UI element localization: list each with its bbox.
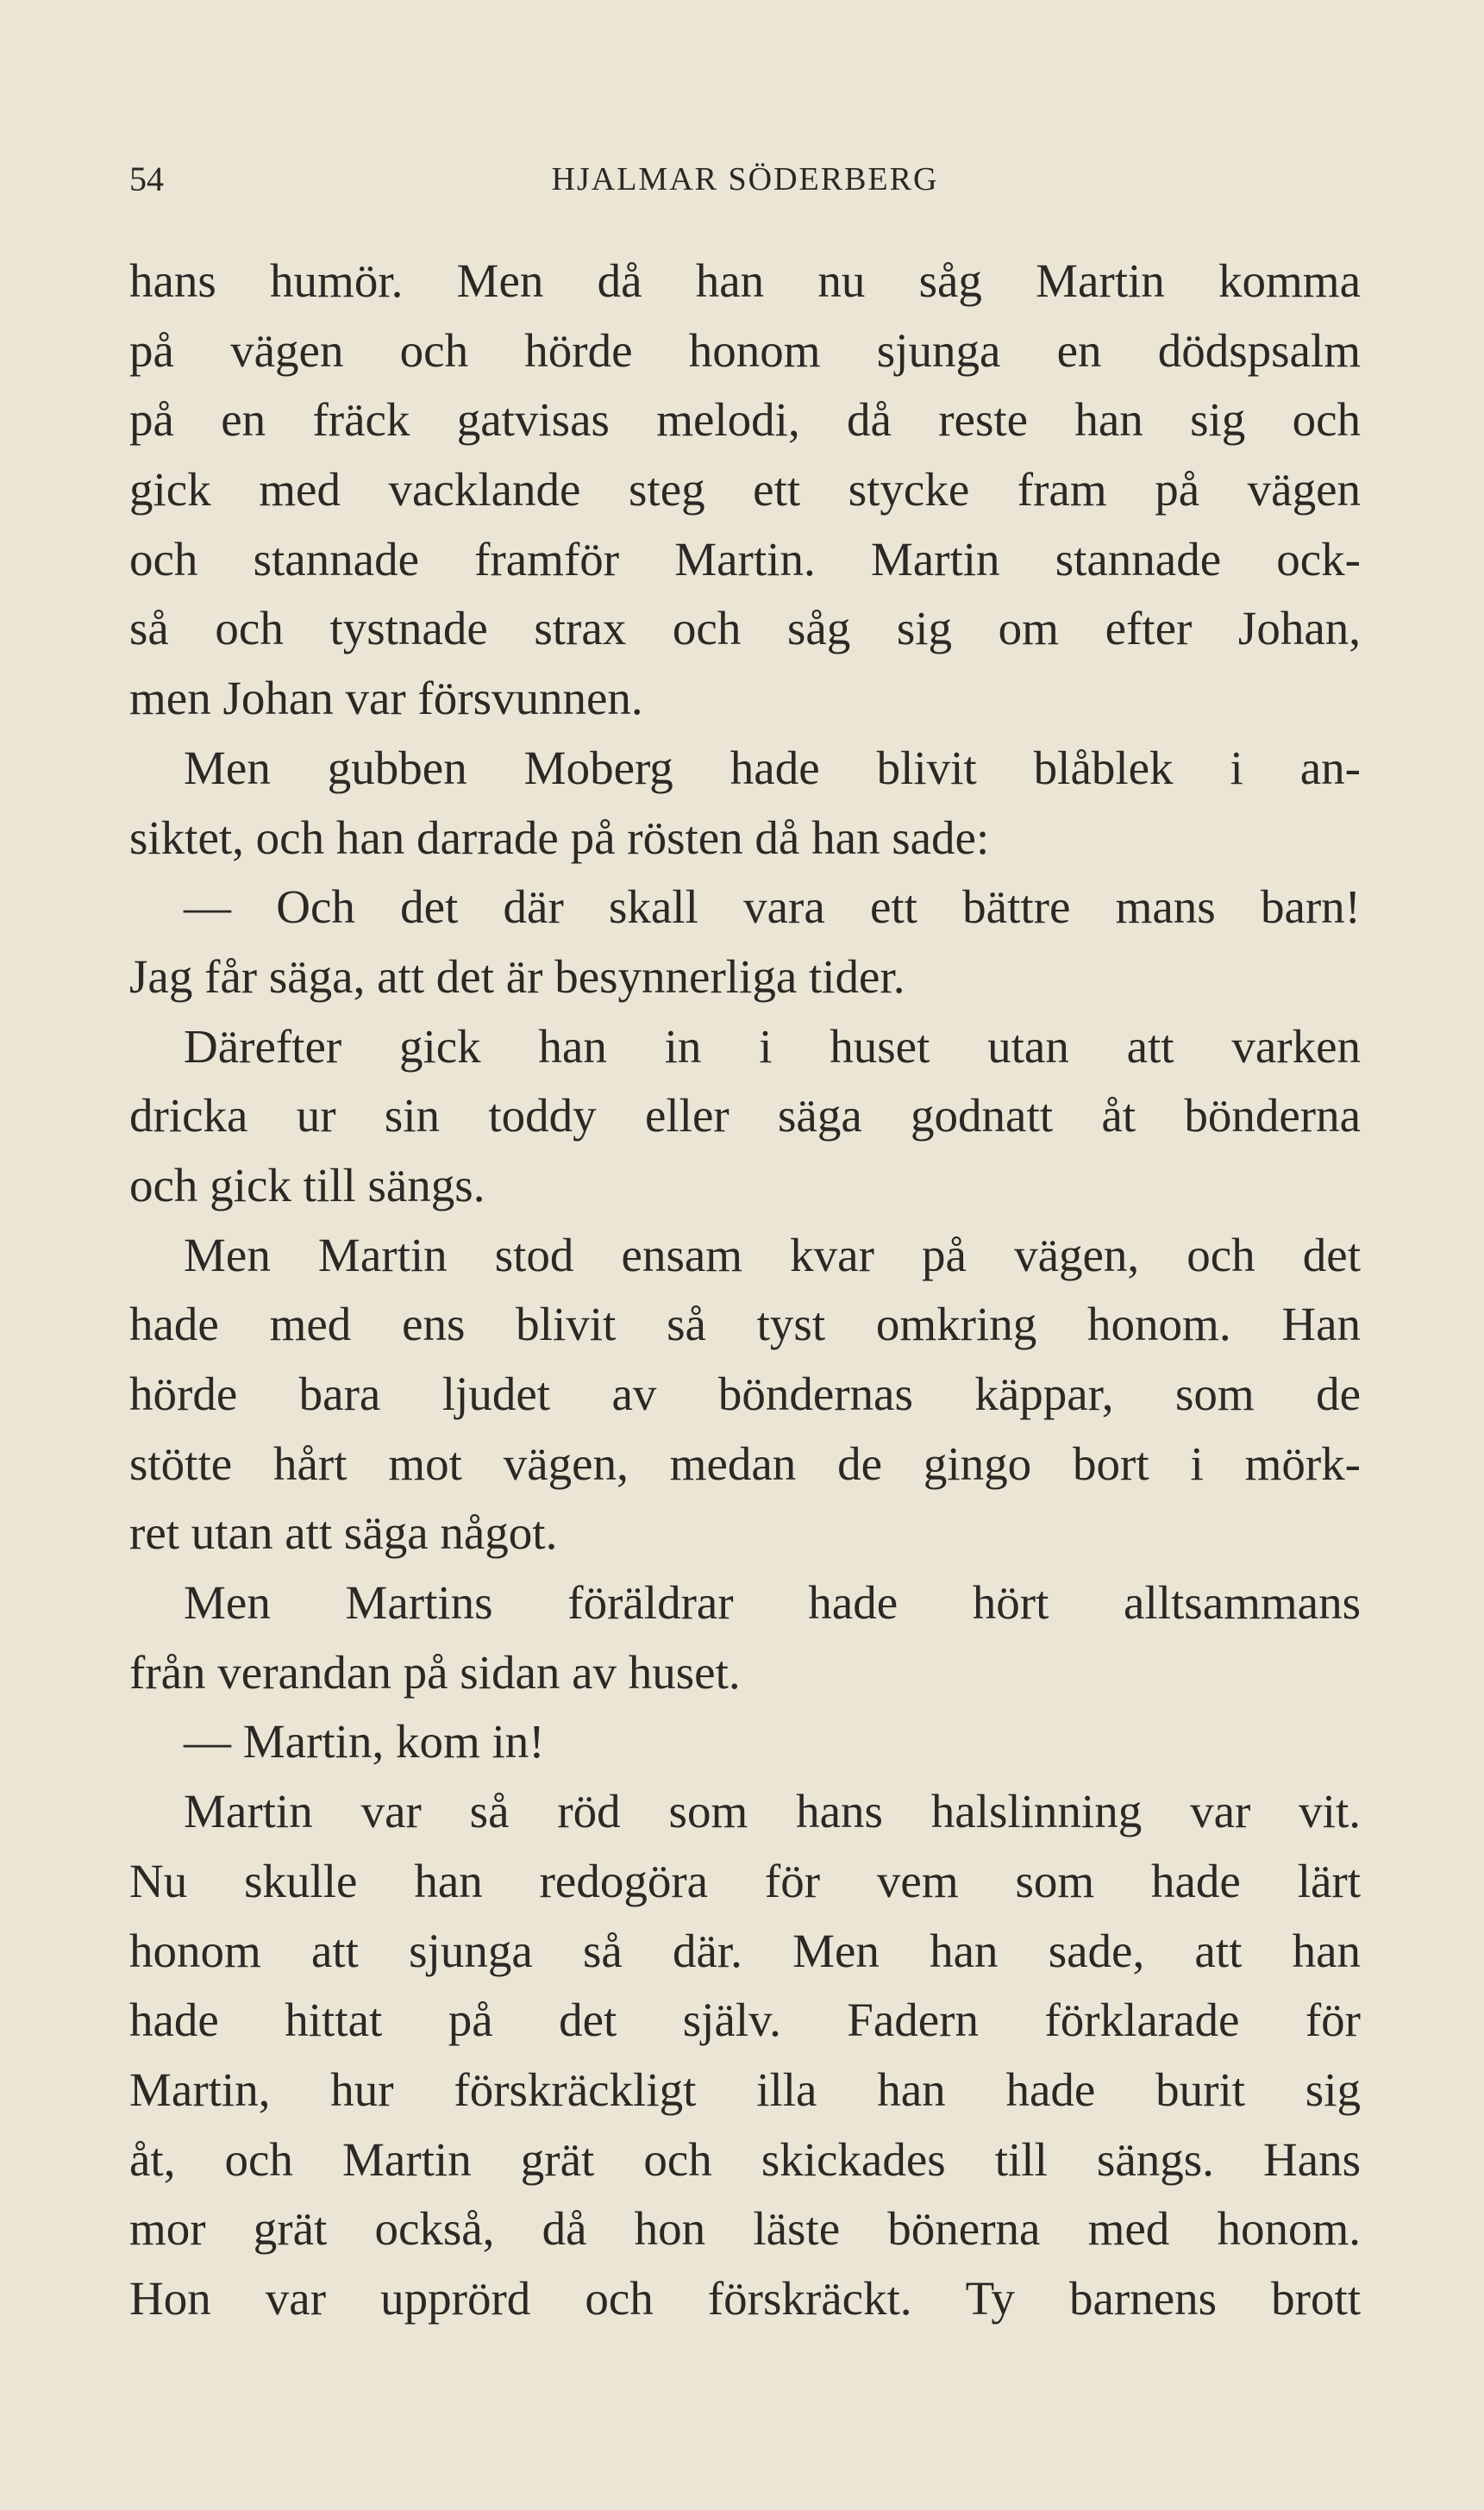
text-line: Hon var upprörd och förskräckt. Ty barnens brott (129, 2271, 1361, 2325)
text-line: och stannade framför Martin. Martin stannade ock- (129, 532, 1361, 585)
text-line: Jag får säga, att det är besynnerliga tider. (129, 949, 905, 1003)
text-line: Men gubben Moberg hade blivit blåblek i an- (184, 741, 1361, 794)
text-line: från verandan på sidan av huset. (129, 1645, 741, 1699)
text-line: på en fräck gatvisas melodi, då reste han sig och (129, 393, 1361, 447)
text-line: siktet, och han darrade på rösten då han sade: (129, 811, 990, 864)
text-line: och gick till sängs. (129, 1158, 485, 1211)
text-line: på vägen och hörde honom sjunga en dödspsalm (129, 323, 1361, 377)
text-line: men Johan var försvunnen. (129, 672, 643, 725)
text-line: mor grät också, då hon läste bönerna med honom. (129, 2202, 1361, 2256)
body-text (129, 247, 1361, 2334)
text-line: — Martin, kom in! (184, 1715, 545, 1768)
text-line: så och tystnade strax och såg sig om efter Johan, (129, 602, 1361, 655)
text-line: hade med ens blivit så tyst omkring honom. Han (129, 1298, 1361, 1351)
text-line: åt, och Martin grät och skickades till sängs. Hans (129, 2132, 1361, 2186)
text-line: Martin var så röd som hans halslinning var vit. (184, 1785, 1361, 1838)
page-number: 54 (129, 160, 164, 198)
text-line: Men Martin stod ensam kvar på vägen, och det (184, 1228, 1361, 1281)
text-line: hörde bara ljudet av böndernas käppar, som de (129, 1368, 1361, 1420)
running-head: HJALMAR SÖDERBERG (551, 161, 939, 197)
text-line: stötte hårt mot vägen, medan de gingo bort i mörk- (129, 1437, 1361, 1490)
text-line: hade hittat på det själv. Fadern förklarade för (129, 1994, 1361, 2047)
text-line: dricka ur sin toddy eller säga godnatt åt bönderna (129, 1089, 1361, 1142)
page-header (129, 153, 1361, 205)
text-line: hans humör. Men då han nu såg Martin komma (129, 254, 1361, 307)
text-line: Men Martins föräldrar hade hört alltsammans (184, 1576, 1361, 1630)
text-line: Nu skulle han redogöra för vem som hade lärt (129, 1854, 1361, 1907)
text-line: Därefter gick han in i huset utan att varken (184, 1019, 1361, 1073)
text-line: honom att sjunga så där. Men han sade, att han (129, 1924, 1361, 1977)
text-line: gick med vacklande steg ett stycke fram på vägen (129, 463, 1361, 516)
text-line: — Och det där skall vara ett bättre mans barn! (184, 880, 1361, 934)
text-line: ret utan att säga något. (129, 1506, 558, 1560)
text-line: Martin, hur förskräckligt illa han hade burit sig (129, 2062, 1361, 2116)
